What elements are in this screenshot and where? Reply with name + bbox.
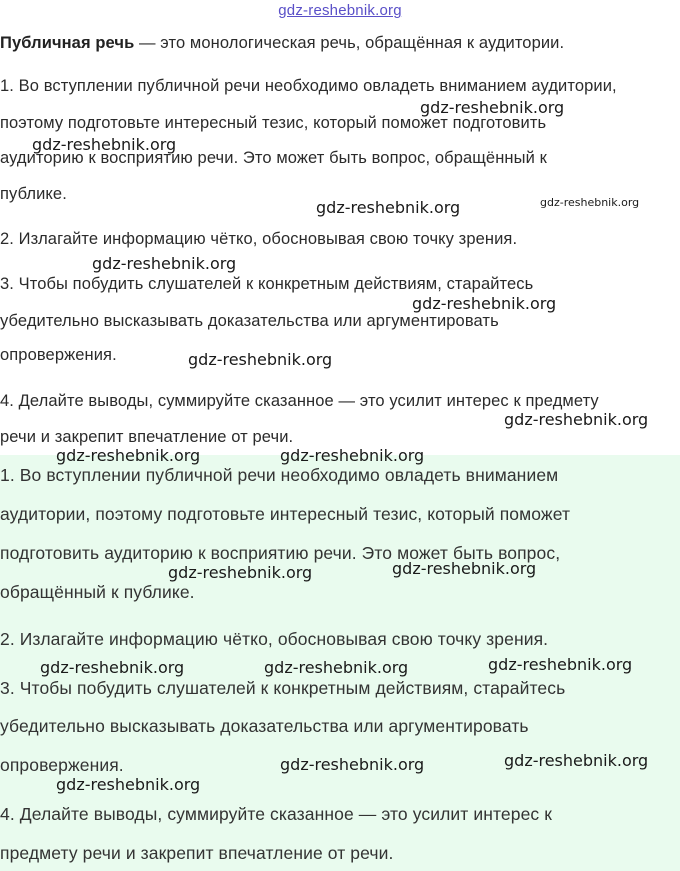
watermark-text: gdz-reshebnik.org bbox=[92, 254, 237, 273]
intro-line bbox=[0, 34, 564, 53]
watermark-text: gdz-reshebnik.org bbox=[32, 135, 177, 154]
lower-line-4: обращённый к публике. bbox=[0, 582, 195, 602]
lower-line-6: 3. Чтобы побудить слушателей к конкретным действиям, старайтесь bbox=[0, 678, 566, 698]
upper-line-8: опровержения. bbox=[0, 346, 117, 364]
site-header-link[interactable]: gdz-reshebnik.org bbox=[278, 2, 402, 19]
lower-line-5: 2. Излагайте информацию чётко, обосновывая свою точку зрения. bbox=[0, 629, 549, 649]
watermark-text: gdz-reshebnik.org bbox=[540, 196, 640, 209]
upper-line-7: убедительно высказывать доказательства или аргументировать bbox=[0, 312, 499, 330]
watermark-text: gdz-reshebnik.org bbox=[168, 563, 313, 582]
lower-line-9: 4. Делайте выводы, суммируйте сказанное — это усилит интерес к bbox=[0, 804, 552, 824]
watermark-text: gdz-reshebnik.org bbox=[392, 559, 537, 578]
watermark-text: gdz-reshebnik.org bbox=[420, 98, 565, 117]
intro-definition: — это монологическая речь, обращённая к аудитории. bbox=[134, 34, 565, 52]
watermark-text: gdz-reshebnik.org bbox=[280, 755, 425, 774]
upper-line-9: 4. Делайте выводы, суммируйте сказанное — это усилит интерес к предмету bbox=[0, 392, 599, 410]
watermark-text: gdz-reshebnik.org bbox=[40, 658, 185, 677]
lower-line-1: 1. Во вступлении публичной речи необходимо овладеть вниманием bbox=[0, 465, 559, 485]
watermark-text: gdz-reshebnik.org bbox=[488, 655, 633, 674]
lower-line-7: убедительно высказывать доказательства или аргументировать bbox=[0, 716, 529, 736]
upper-line-1: 1. Во вступлении публичной речи необходимо овладеть вниманием аудитории, bbox=[0, 77, 617, 95]
watermark-text: gdz-reshebnik.org bbox=[56, 775, 201, 794]
watermark-text: gdz-reshebnik.org bbox=[316, 198, 461, 217]
upper-line-3: аудиторию к восприятию речи. Это может быть вопрос, обращённый к bbox=[0, 149, 547, 167]
upper-line-10: речи и закрепит впечатление от речи. bbox=[0, 428, 294, 446]
intro-term: Публичная речь bbox=[0, 34, 135, 52]
watermark-text: gdz-reshebnik.org bbox=[504, 751, 649, 770]
lower-line-10: предмету речи и закрепит впечатление от речи. bbox=[0, 843, 394, 863]
lower-line-2: аудитории, поэтому подготовьте интересный тезис, который поможет bbox=[0, 504, 571, 524]
watermark-text: gdz-reshebnik.org bbox=[504, 410, 649, 429]
upper-line-2: поэтому подготовьте интересный тезис, который поможет подготовить bbox=[0, 114, 547, 132]
watermark-text: gdz-reshebnik.org bbox=[264, 658, 409, 677]
lower-line-8: опровержения. bbox=[0, 755, 124, 775]
watermark-text: gdz-reshebnik.org bbox=[412, 294, 557, 313]
watermark-text: gdz-reshebnik.org bbox=[56, 446, 201, 465]
lower-line-3: подготовить аудиторию к восприятию речи. Это может быть вопрос, bbox=[0, 543, 561, 563]
watermark-text: gdz-reshebnik.org bbox=[280, 446, 425, 465]
upper-line-5: 2. Излагайте информацию чётко, обосновывая свою точку зрения. bbox=[0, 230, 518, 248]
watermark-text: gdz-reshebnik.org bbox=[188, 350, 333, 369]
upper-line-6: 3. Чтобы побудить слушателей к конкретным действиям, старайтесь bbox=[0, 275, 534, 293]
upper-line-4: публике. bbox=[0, 185, 67, 203]
